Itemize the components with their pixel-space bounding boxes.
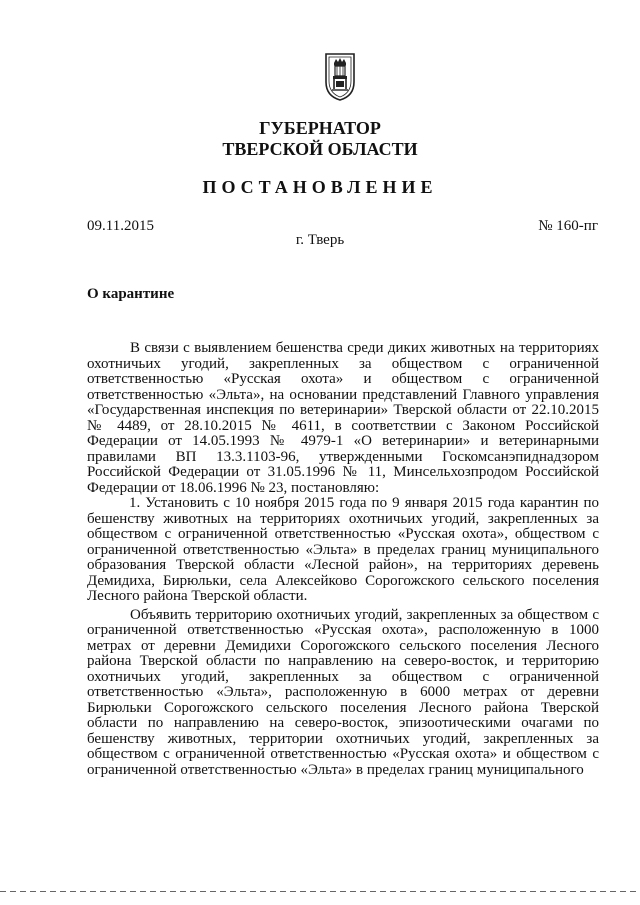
body-paragraph: В связи с выявлением бешенства среди диких животных на территориях охотничьих угодий, закрепленных за обществом с ограниченной ответственностью «Русская охота» и обществом с ограниченной ответственностью «Эльта», на основании представлений Главного управления «Государственная инспекция по ветеринарии» Тверской области от 22.10.2015 № 4489, от 28.10.2015 № 4611, в соответствии с Законом Российской Федерации от 14.05.1993 № 4979-1 «О ветеринарии» и ветеринарными правилами ВП 13.3.1103-96, утвержденными Госкомсанэпиднадзором Российской Федерации от 31.05.1996 № 11, Минсельхозпродом Российской Федерации от 18.06.1996 № 23, постановляю:	[87, 340, 599, 496]
coat-of-arms-icon	[324, 52, 356, 102]
document-type: ПОСТАНОВЛЕНИЕ	[202, 177, 438, 197]
authority-region: ТВЕРСКОЙ ОБЛАСТИ	[222, 139, 418, 159]
body-paragraph: 1. Установить с 10 ноября 2015 года по 9 января 2015 года карантин по бешенству животных на территориях охотничьих угодий, закрепленных за обществом с ограниченной ответственностью «Русская охота», обществом с ограниченной ответственностью «Эльта» в пределах границ муниципального образования Тверской области «Лесной район», на территориях деревень Демидиха, Бирюльки, села Алексейково Сорогожского сельского поселения Лесного района Тверской области.	[87, 495, 599, 604]
document-number: № 160-пг	[538, 218, 598, 234]
body-paragraph: Объявить территорию охотничьих угодий, закрепленных за обществом с ограниченной ответственностью «Русская охота», расположенную в 1000 метрах от деревни Демидихи Сорогожского сельского поселения Лесного района Тверской области по направлению на северо-восток, и территорию охотничьих угодий, закрепленных за обществом с ограниченной ответственностью «Эльта», расположенную в 6000 метрах от деревни Бирюльки Сорогожского сельского поселения Лесного района Тверской области по направлению на северо-восток, эпизоотическими очагами по бешенству животных, территории охотничьих угодий, закрепленных за обществом с ограниченной ответственностью «Русская охота» и обществом с ограниченной ответственностью «Эльта» в пределах границ муниципального	[87, 606, 599, 778]
issuing-authority	[0, 118, 640, 160]
document-subject: О карантине	[87, 286, 175, 302]
authority-title: ГУБЕРНАТОР	[259, 118, 381, 138]
document-body	[87, 341, 599, 778]
scan-edge-line	[0, 891, 640, 892]
document-city: г. Тверь	[295, 232, 345, 248]
document-date: 09.11.2015	[87, 218, 154, 234]
